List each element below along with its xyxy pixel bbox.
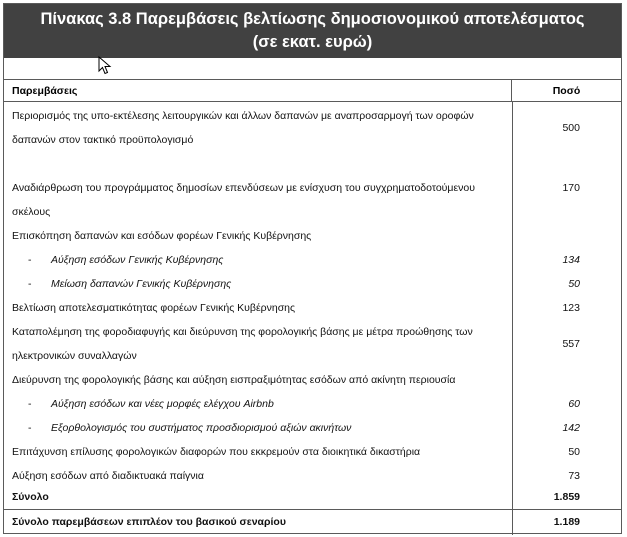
row-amount: 123 (562, 302, 580, 314)
row-label-line1: Περιορισμός της υπο-εκτέλεσης λειτουργικών και άλλων δαπανών με αναπροσαρμογή των οροφών (12, 110, 474, 122)
row-dash: - (28, 422, 32, 434)
row-label-line1: Καταπολέμηση της φοροδιαφυγής και διεύρυνση της φορολογικής βάσης με μέτρα προώθησης των (12, 326, 473, 338)
row-amount: 170 (562, 182, 580, 194)
total-row (4, 510, 621, 534)
row-label: Επισκόπηση δαπανών και εσόδων φορέων Γενικής Κυβέρνησης (12, 230, 312, 242)
row-amount: 142 (562, 422, 580, 434)
row-label-line2: δαπανών στον τακτικό προϋπολογισμό (12, 134, 194, 146)
column-header-interventions: Παρεμβάσεις (4, 80, 512, 102)
row-label: Επιτάχυνση επίλυσης φορολογικών διαφορών που εκκρεμούν στα διοικητικά δικαστήρια (12, 446, 421, 458)
row-label: Διεύρυνση της φορολογικής βάσης και αύξηση εισπραξιμότητας εσόδων από ακίνητη περιουσία (12, 374, 456, 386)
row-label-line1: Αναδιάρθρωση του προγράμματος δημοσίων επενδύσεων με ενίσχυση του συγχρηματοδοτούμενου (12, 182, 475, 194)
row-amount: 50 (568, 278, 580, 290)
table-row (4, 176, 621, 224)
row-amount: 50 (568, 446, 580, 458)
total-amount: 1.189 (553, 516, 580, 528)
row-amount: 134 (562, 254, 580, 266)
total-row (4, 485, 621, 509)
total-label: Σύνολο (12, 491, 49, 503)
table-frame (3, 3, 622, 534)
blank-row (4, 58, 621, 80)
mouse-pointer-icon (98, 56, 114, 76)
row-dash: - (28, 254, 32, 266)
row-label-line2: ηλεκτρονικών συναλλαγών (12, 350, 137, 362)
table-subtitle: (σε εκατ. ευρώ) (252, 33, 373, 51)
row-label-line2: σκέλους (12, 206, 51, 218)
row-label: Αύξηση εσόδων Γενικής Κυβέρνησης (51, 254, 224, 266)
table-row (4, 224, 621, 248)
table-row-sub (4, 392, 621, 416)
row-label: Αύξηση εσόδων από διαδικτυακά παίγνια (12, 470, 204, 482)
total-label: Σύνολο παρεμβάσεων επιπλέον του βασικού σεναρίου (12, 516, 286, 528)
row-label: Μείωση δαπανών Γενικής Κυβέρνησης (51, 278, 232, 290)
row-dash: - (28, 398, 32, 410)
row-label: Αύξηση εσόδων και νέες μορφές ελέγχου Airbnb (51, 398, 274, 410)
row-label: Εξορθολογισμός του συστήματος προσδιορισμού αξιών ακινήτων (51, 422, 352, 434)
table-row (4, 104, 621, 152)
table-row (4, 440, 621, 464)
table-title: Πίνακας 3.8 Παρεμβάσεις βελτίωσης δημοσιονομικού αποτελέσματος (40, 10, 585, 28)
row-amount: 60 (568, 398, 580, 410)
row-amount: 557 (562, 338, 580, 350)
row-amount: 73 (568, 470, 580, 482)
table-row (4, 296, 621, 320)
table-row (4, 320, 621, 368)
total-amount: 1.859 (553, 491, 580, 503)
table-row-sub (4, 248, 621, 272)
row-dash: - (28, 278, 32, 290)
table-row-sub (4, 272, 621, 296)
table-row (4, 368, 621, 392)
row-label: Βελτίωση αποτελεσματικότητας φορέων Γενικής Κυβέρνησης (12, 302, 296, 314)
row-amount: 500 (562, 122, 580, 134)
table-header (4, 4, 621, 58)
table-row-sub (4, 416, 621, 440)
column-header-amount: Ποσό (512, 80, 621, 102)
